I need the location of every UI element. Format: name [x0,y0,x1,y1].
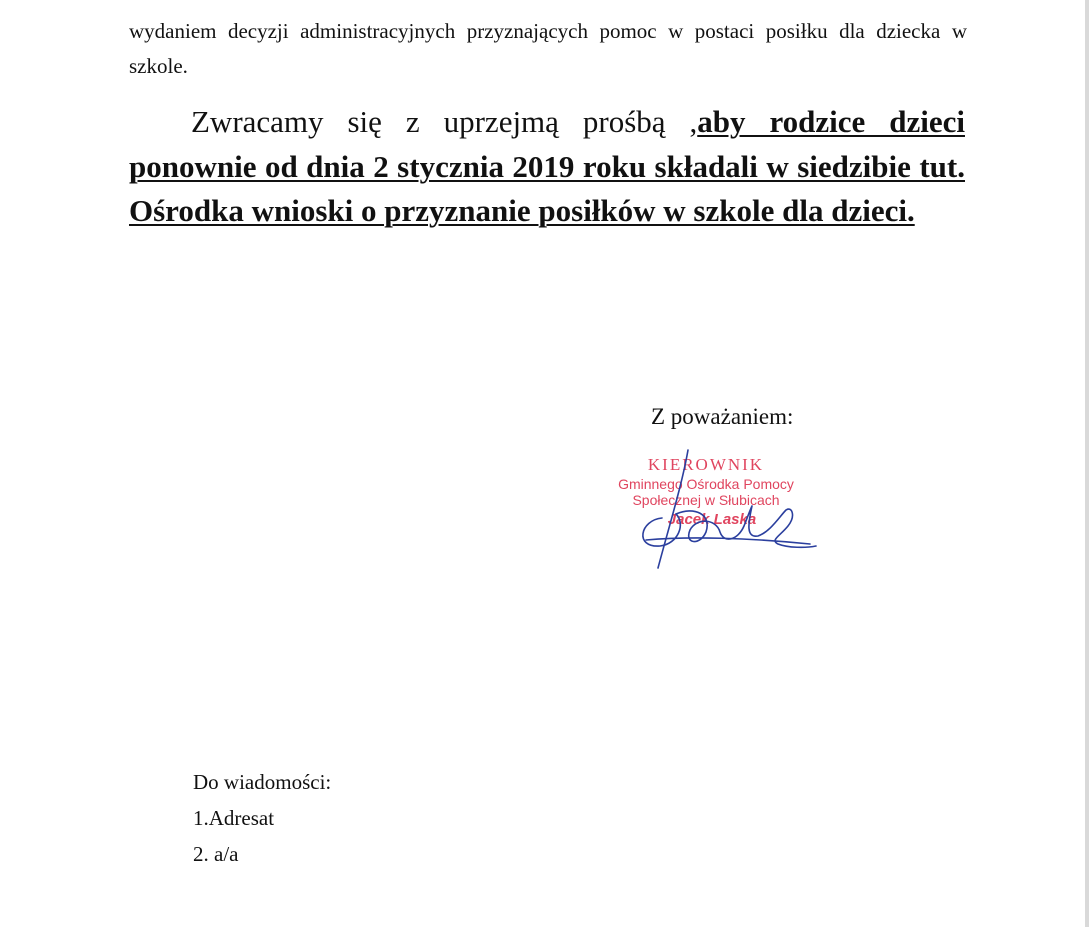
recipients-heading: Do wiadomości: [193,770,332,794]
paragraph-decisions: wydaniem decyzji administracyjnych przyznających pomoc w postaci posiłku dla dziecka w szkole. [129,19,967,78]
stamp-line-2: Społecznej w Słubicach [632,492,780,508]
recipient-item: 1.Adresat [193,806,275,830]
recipients-block [193,764,331,872]
request-intro: Zwracamy się z uprzejmą prośbą , [191,104,698,139]
stamp-name: Jacek Laska [667,511,757,528]
stamp-line-1: Gminnego Ośrodka Pomocy [618,476,794,492]
paragraph-request [129,100,965,234]
request-emphasis: aby rodzice dzieci ponownie od dnia 2 stycznia 2019 roku składali w siedzibie tut. Ośrodka wnioski o przyznanie posiłków w szkole dla dzieci. [129,104,965,228]
handwritten-signature [620,440,820,575]
closing-greeting: Z poważaniem: [651,404,794,429]
scan-edge [1085,0,1089,927]
stamp-title: KIEROWNIK [647,455,765,474]
recipient-item: 2. a/a [193,842,239,866]
